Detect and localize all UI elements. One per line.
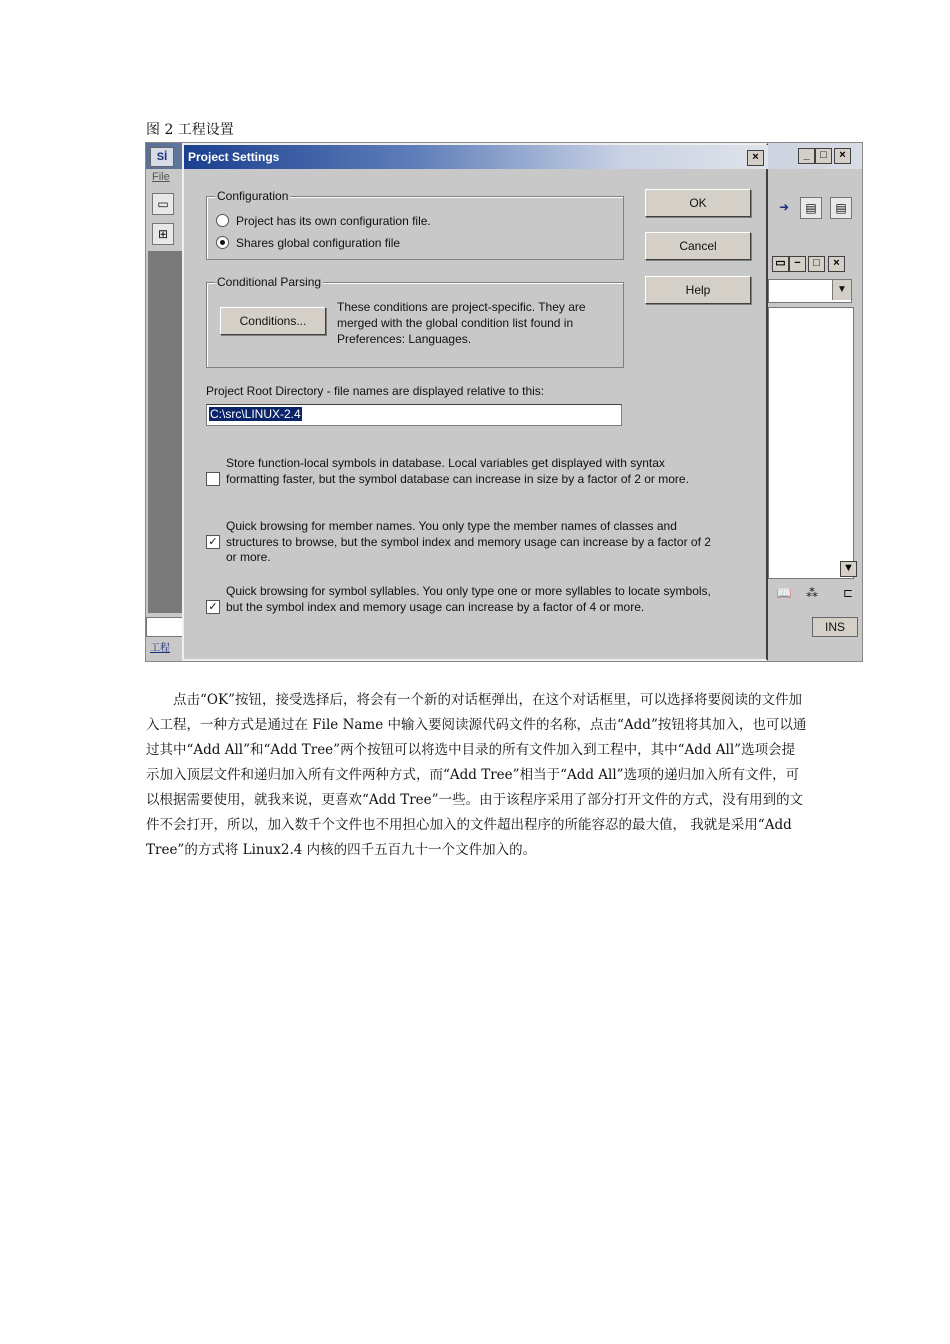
status-field: [146, 617, 186, 637]
option-own-config[interactable]: [216, 214, 431, 228]
conditional-parsing-legend: Conditional Parsing: [217, 275, 322, 289]
radio-own-config[interactable]: [216, 214, 229, 227]
configuration-legend: Configuration: [217, 189, 289, 203]
help-button[interactable]: Help: [645, 276, 751, 304]
project-tab[interactable]: 工程: [150, 643, 170, 654]
option-shared-config-label: Shares global configuration file: [236, 236, 401, 250]
option-own-config-label: Project has its own configuration file.: [236, 214, 431, 228]
checkbox-local-symbols[interactable]: [206, 472, 220, 486]
outline-alt-icon[interactable]: ▤: [830, 197, 852, 219]
symbol-syllables-label: Quick browsing for symbol syllables. You only type one or more syllables to locate symbols, but the symbol index and memory usage can increase by a factor of 4 or more.: [226, 584, 711, 614]
pane-maximize-button[interactable]: □: [808, 256, 825, 272]
forward-arrow-icon[interactable]: ➜: [778, 200, 790, 214]
symbol-combo[interactable]: [768, 279, 852, 303]
new-file-icon[interactable]: ▭: [152, 193, 174, 215]
app-minimize-button[interactable]: _: [798, 148, 815, 164]
app-icon: Sİ: [150, 147, 174, 167]
grid-icon[interactable]: ⊞: [152, 223, 174, 245]
app-maximize-button[interactable]: □: [815, 148, 832, 164]
root-dir-label: Project Root Directory - file names are displayed relative to this:: [206, 384, 545, 398]
conditional-parsing-group: [206, 275, 624, 368]
cancel-button[interactable]: Cancel: [645, 232, 751, 260]
root-dir-input[interactable]: [206, 404, 622, 426]
scroll-down-icon[interactable]: ▼: [840, 561, 857, 577]
menu-file[interactable]: File: [152, 171, 170, 183]
symbol-list[interactable]: [768, 307, 854, 579]
dialog-title-bar: [184, 145, 768, 169]
dialog-title: Project Settings: [188, 150, 280, 164]
insert-mode-indicator: INS: [812, 617, 858, 637]
conditions-note: These conditions are project-specific. They are merged with the global condition list found in Preferences: Languages.: [337, 300, 586, 346]
outline-icon[interactable]: ▤: [800, 197, 822, 219]
checkbox-symbol-syllables[interactable]: ✓: [206, 600, 220, 614]
configuration-group: [206, 189, 624, 260]
pane-restore-button[interactable]: ▭: [772, 256, 789, 272]
root-dir-value: C:\src\LINUX-2.4: [210, 407, 301, 421]
book-icon[interactable]: 📖: [776, 586, 792, 600]
left-panel: [148, 251, 186, 613]
ok-button[interactable]: OK: [645, 189, 751, 217]
member-names-label: Quick browsing for member names. You only type the member names of classes and structures to browse, but the symbol index and memory usage can increase by a factor of 2 or more.: [226, 519, 711, 564]
option-shared-config[interactable]: [216, 236, 400, 250]
pane-minimize-button[interactable]: −: [789, 256, 806, 272]
radio-shared-config[interactable]: [216, 236, 229, 249]
figure-caption: 图 2 工程设置: [146, 122, 234, 138]
app-close-button[interactable]: ×: [834, 148, 851, 164]
pane-close-button[interactable]: ×: [828, 256, 845, 272]
dialog-close-button[interactable]: ×: [747, 150, 764, 166]
symbols-icon[interactable]: ⁂: [806, 586, 818, 600]
body-paragraph: 点击“OK”按钮，接受选择后，将会有一个新的对话框弹出，在这个对话框里，可以选择将要阅读的文件加入工程，一种方式是通过在 File Name 中输入要阅读源代码文件的名称，点击“Add”按钮将其加入，也可以通过其中“Add All”和“Add Tree”两个按钮可以将选中目录的所有文件加入到工程中，其中“Add All”选项会提示加入顶层文件和递归加入所有文件两种方式，而“Add Tree”相当于“Add All”选项的递归加入所有文件，可以根据需要使用，就我来说，更喜欢“Add Tree”一些。由于该程序采用了部分打开文件的方式，没有用到的文件不会打开，所以，加入数千个文件也不用担心加入的文件超出程序的所能容忍的最大值， 我就是采用“Add Tree”的方式将 Linux2.4 内核的四千五百九十一个文件加入的。: [146, 692, 807, 858]
conditions-button[interactable]: Conditions...: [220, 307, 326, 335]
local-symbols-label: Store function-local symbols in database. Local variables get displayed with syntax formatting faster, but the symbol database can increase in size by a factor of 2 or more.: [226, 456, 689, 486]
screenshot-figure: [145, 142, 863, 662]
folder-icon[interactable]: ⊏: [842, 586, 854, 600]
project-settings-dialog: [182, 143, 768, 661]
checkbox-member-names[interactable]: ✓: [206, 535, 220, 549]
chevron-down-icon[interactable]: ▼: [832, 280, 851, 300]
